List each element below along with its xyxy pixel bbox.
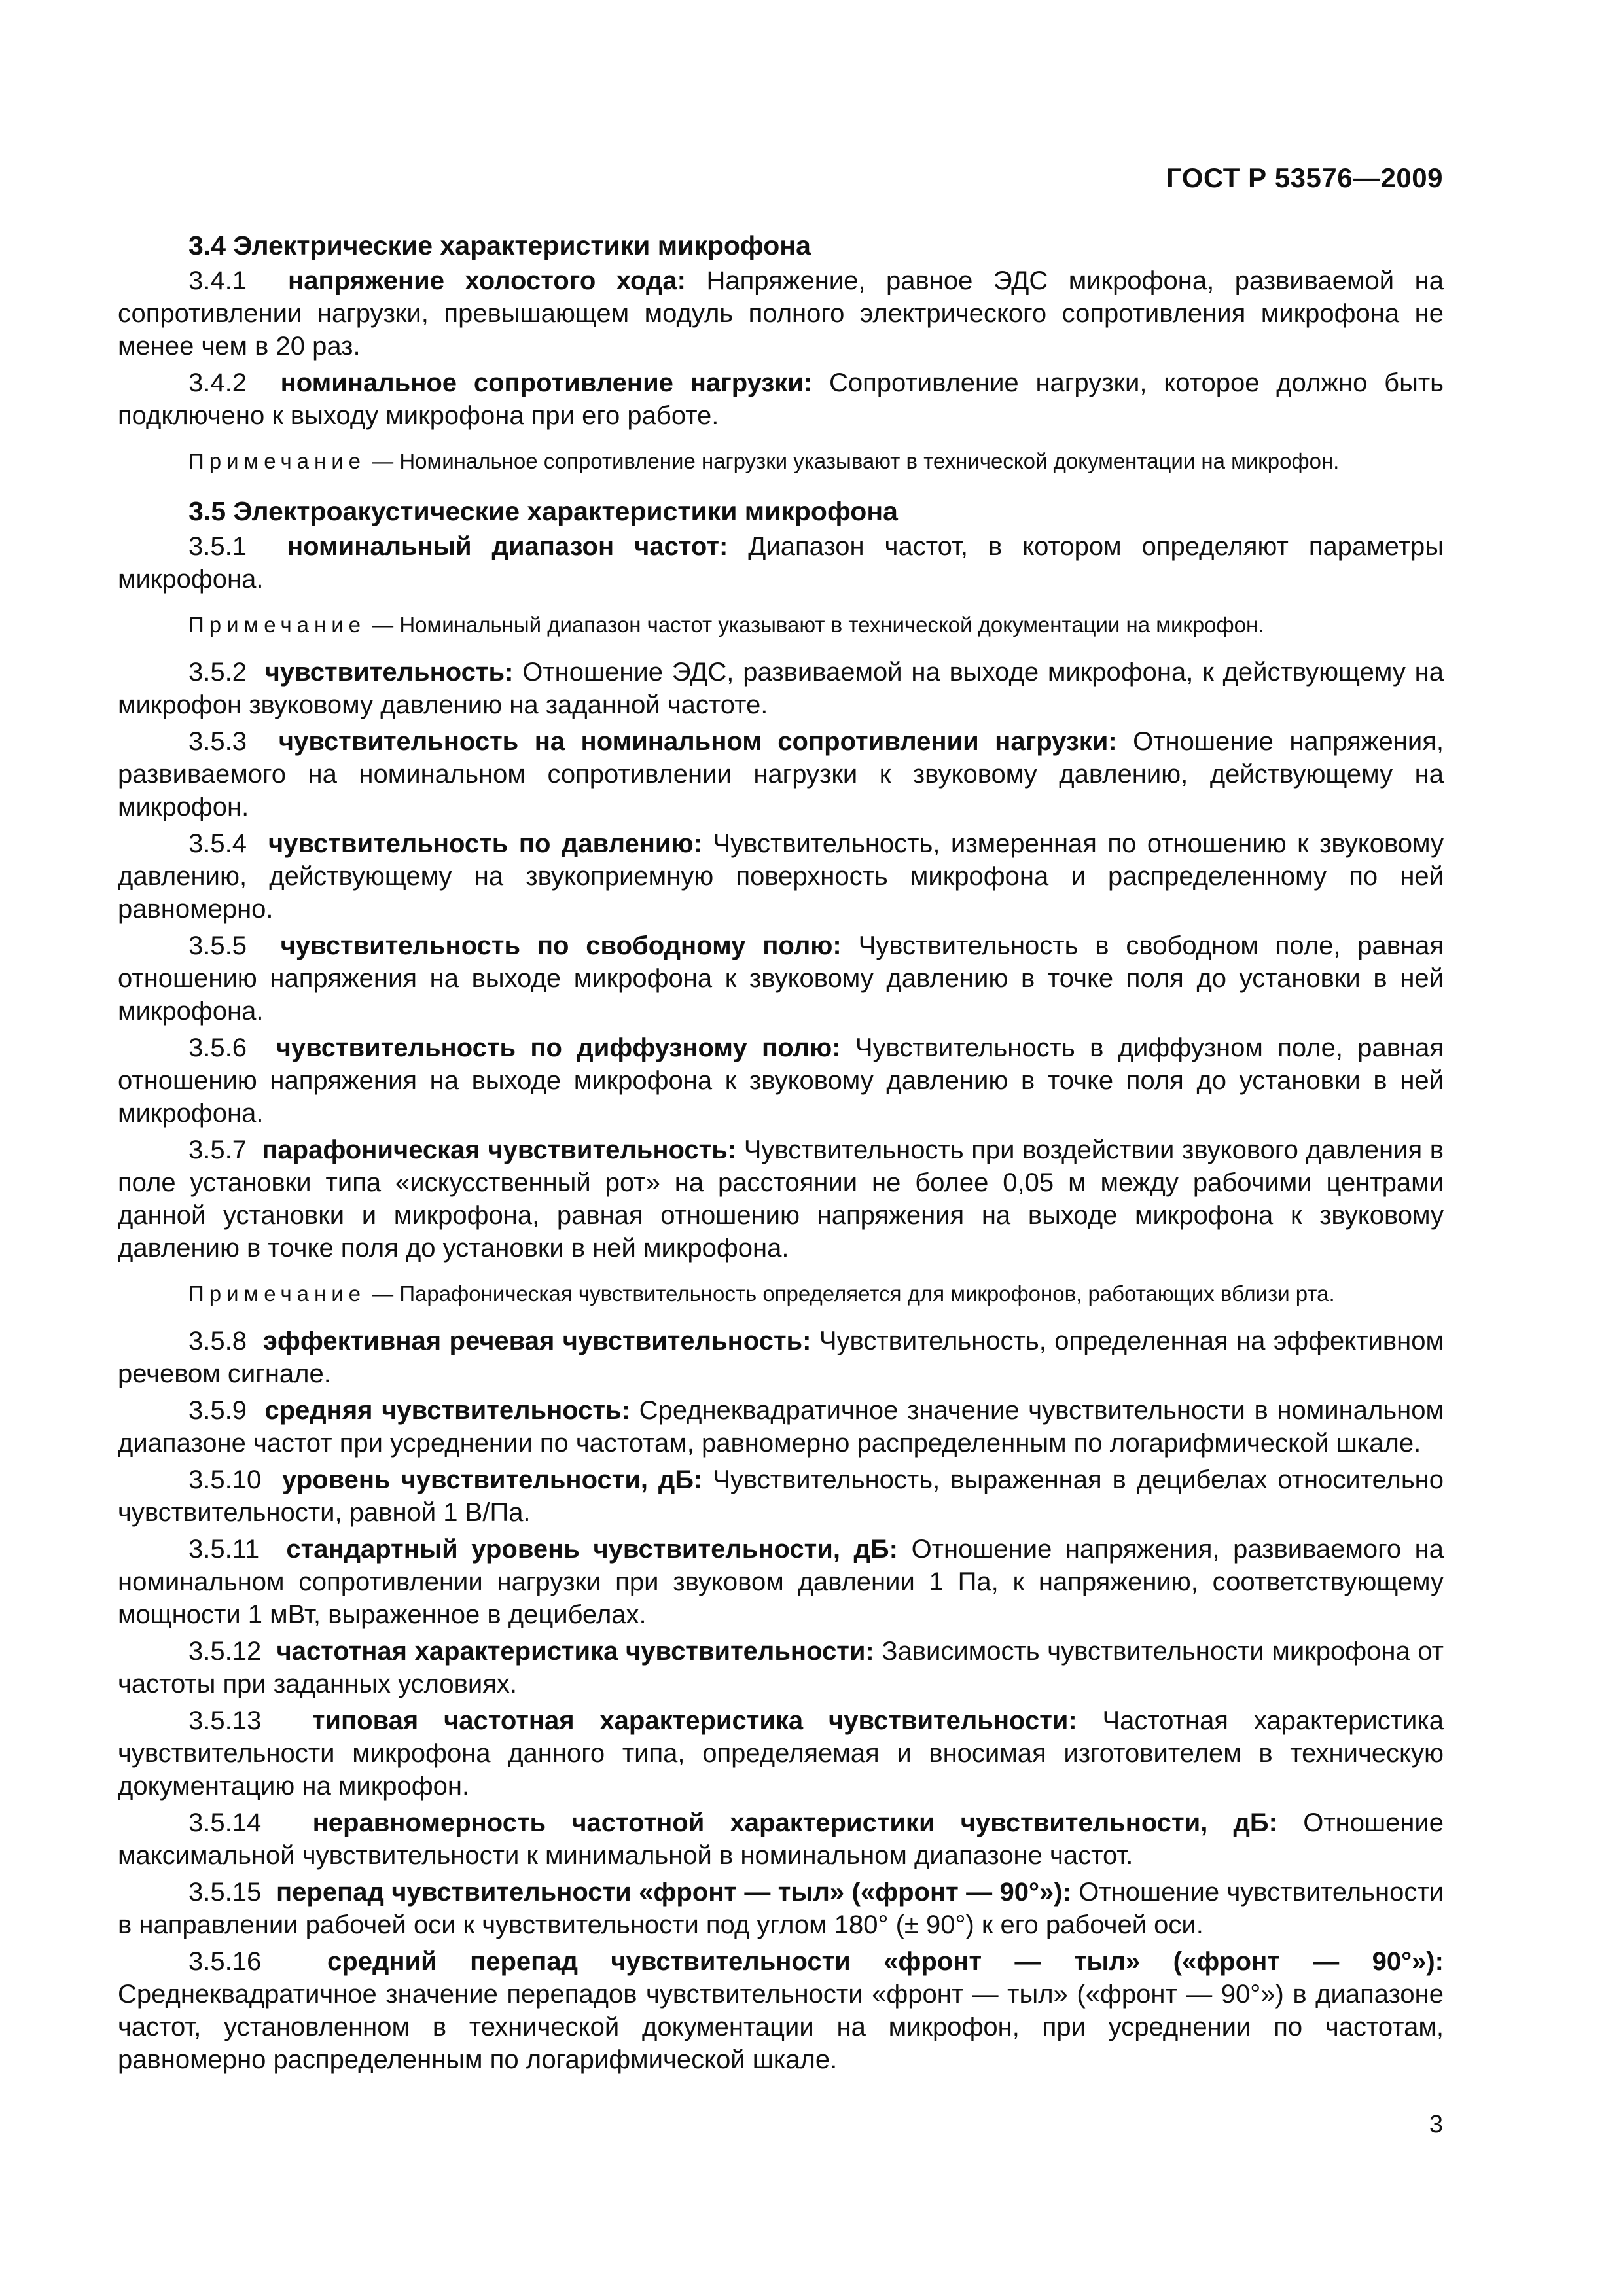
definition-text: Среднеквадратичное значение чувствительности в номинальном диапазоне частот при усреднении по частотам, равномерно распределенным по логарифмической шкале.: [118, 1396, 1444, 1458]
definition-text: Чувствительность при воздействии звукового давления в поле установки типа «искусственный рот» на расстоянии не более 0,05 м между рабочими центрами данной установки и микрофона, равная отношению напряжения на выходе микрофона к звуковому давлению в точке поля до установки в ней микрофона.: [118, 1136, 1444, 1263]
definition-text: Чувствительность в диффузном поле, равная отношению напряжения на выходе микрофона к звуковому давлению в точке поля до установки в ней микрофона.: [118, 1033, 1444, 1128]
page-number: 3: [1429, 2111, 1443, 2138]
term: неравномерность частотной характеристики чувствительности, дБ:: [312, 1808, 1277, 1837]
definition-text: Отношение ЭДС, развиваемой на выходе микрофона, к действующему на микрофон звуковому давлению на заданной частоте.: [118, 658, 1444, 719]
definition-text: Диапазон частот, в котором определяют параметры микрофона.: [118, 532, 1444, 594]
definition-3-5-14: [118, 1806, 1444, 1872]
clause-number: 3.5.11: [188, 1535, 260, 1564]
note-label: Примечание: [188, 449, 366, 473]
definition-text: Напряжение, равное ЭДС микрофона, развиваемой на сопротивлении нагрузки, превышающем модуль полного электрического сопротивления микрофона не менее чем в 20 раз.: [118, 266, 1444, 361]
term: средняя чувствительность:: [264, 1396, 630, 1425]
term: перепад чувствительности «фронт — тыл» («фронт — 90°»):: [276, 1878, 1071, 1907]
clause-number: 3.5.2: [188, 658, 247, 687]
term: частотная характеристика чувствительности:: [276, 1637, 874, 1666]
standard-designation: ГОСТ Р 53576—2009: [1166, 162, 1443, 193]
clause-number: 3.5.10: [188, 1465, 262, 1494]
definition-text: Чувствительность, выраженная в децибелах относительно чувствительности, равной 1 В/Па.: [118, 1465, 1444, 1527]
term: парафоническая чувствительность:: [262, 1136, 737, 1164]
definition-3-5-10: [118, 1463, 1444, 1529]
definition-3-5-12: [118, 1635, 1444, 1700]
definition-text: Чувствительность в свободном поле, равная отношению напряжения на выходе микрофона к звуковому давлению в точке поля до установки в ней микрофона.: [118, 931, 1444, 1026]
term: чувствительность по диффузному полю:: [276, 1033, 841, 1062]
definition-3-5-7: [118, 1134, 1444, 1265]
definition-text: Отношение напряжения, развиваемого на номинальном сопротивлении нагрузки при звуковом давлении 1 Па, к напряжению, соответствующему мощности 1 мВт, выраженное в децибелах.: [118, 1535, 1444, 1629]
clause-number: 3.5.6: [188, 1033, 247, 1062]
clause-number: 3.5.15: [188, 1878, 262, 1907]
definition-text: Зависимость чувствительности микрофона от частоты при заданных условиях.: [118, 1637, 1444, 1698]
clause-number: 3.4.1: [188, 266, 247, 295]
section-title-3-4: 3.4 Электрические характеристики микрофона: [188, 230, 811, 260]
term: чувствительность:: [264, 658, 514, 687]
clause-number: 3.5.3: [188, 727, 247, 756]
term: типовая частотная характеристика чувствительности:: [312, 1706, 1077, 1735]
definition-text: Отношение напряжения, развиваемого на номинальном сопротивлении нагрузки к звуковому давлению, действующему на микрофон.: [118, 727, 1444, 821]
definition-text: Отношение максимальной чувствительности к минимальной в номинальном диапазоне частот.: [118, 1808, 1444, 1870]
note-text: — Парафоническая чувствительность определяется для микрофонов, работающих вблизи рта.: [366, 1282, 1335, 1306]
clause-number: 3.5.9: [188, 1396, 247, 1425]
term: средний перепад чувствительности «фронт — тыл» («фронт — 90°»):: [327, 1947, 1444, 1976]
note-3-4: [118, 446, 1444, 476]
term: чувствительность по свободному полю:: [280, 931, 842, 960]
clause-number: 3.4.2: [188, 368, 247, 397]
definition-3-5-8: [118, 1325, 1444, 1390]
clause-number: 3.5.4: [188, 829, 247, 858]
term: чувствительность по давлению:: [268, 829, 702, 858]
definition-text: Чувствительность, измеренная по отношению к звуковому давлению, действующему на звукоприемную поверхность микрофона и распределенному по ней равномерно.: [118, 829, 1444, 924]
clause-number: 3.5.5: [188, 931, 247, 960]
note-label: Примечание: [188, 1282, 366, 1306]
definition-3-5-3: [118, 725, 1444, 823]
page-content: [118, 229, 1444, 2076]
definition-3-5-9: [118, 1394, 1444, 1460]
note-text: — Номинальный диапазон частот указывают в технической документации на микрофон.: [366, 613, 1264, 637]
definition-3-5-5: [118, 929, 1444, 1028]
definition-text: Частотная характеристика чувствительности микрофона данного типа, определяемая и вносимая изготовителем в техническую документацию на микрофон.: [118, 1706, 1444, 1801]
definition-3-5-11: [118, 1533, 1444, 1631]
definition-3-5-2: [118, 656, 1444, 721]
clause-number: 3.5.8: [188, 1327, 247, 1355]
definition-3-5-1: [118, 530, 1444, 596]
definition-3-5-15: [118, 1876, 1444, 1941]
term: чувствительность на номинальном сопротивлении нагрузки:: [278, 727, 1117, 756]
clause-number: 3.5.13: [188, 1706, 262, 1735]
term: напряжение холостого хода:: [288, 266, 686, 295]
note-text: — Номинальное сопротивление нагрузки указывают в технической документации на микрофон.: [366, 449, 1340, 473]
clause-number: 3.5.16: [188, 1947, 262, 1976]
definition-text: Среднеквадратичное значение перепадов чувствительности «фронт — тыл» («фронт — 90°») в диапазоне частот, установленном в технической документации на микрофон, при усреднении по частотам, равномерно распределенным по логарифмической шкале.: [118, 1980, 1444, 2074]
note-3-5-7: [118, 1279, 1444, 1309]
term: стандартный уровень чувствительности, дБ:: [286, 1535, 898, 1564]
term: эффективная речевая чувствительность:: [262, 1327, 812, 1355]
definition-3-5-13: [118, 1704, 1444, 1803]
term: номинальное сопротивление нагрузки:: [280, 368, 813, 397]
clause-number: 3.5.14: [188, 1808, 262, 1837]
note-3-5-1: [118, 610, 1444, 640]
definition-text: Чувствительность, определенная на эффективном речевом сигнале.: [118, 1327, 1444, 1388]
section-title-3-5: 3.5 Электроакустические характеристики микрофона: [188, 496, 898, 526]
definition-3-5-16: [118, 1945, 1444, 2076]
term: номинальный диапазон частот:: [287, 532, 728, 561]
term: уровень чувствительности, дБ:: [281, 1465, 703, 1494]
clause-number: 3.5.12: [188, 1637, 262, 1666]
definition-3-4-2: [118, 367, 1444, 432]
definition-text: Отношение чувствительности в направлении рабочей оси к чувствительности под углом 180° (± 90°) к его рабочей оси.: [118, 1878, 1444, 1939]
clause-number: 3.5.1: [188, 532, 247, 561]
definition-text: Сопротивление нагрузки, которое должно быть подключено к выходу микрофона при его работе.: [118, 368, 1444, 430]
clause-number: 3.5.7: [188, 1136, 247, 1164]
note-label: Примечание: [188, 613, 366, 637]
definition-3-4-1: [118, 264, 1444, 363]
definition-3-5-4: [118, 827, 1444, 925]
definition-3-5-6: [118, 1031, 1444, 1130]
